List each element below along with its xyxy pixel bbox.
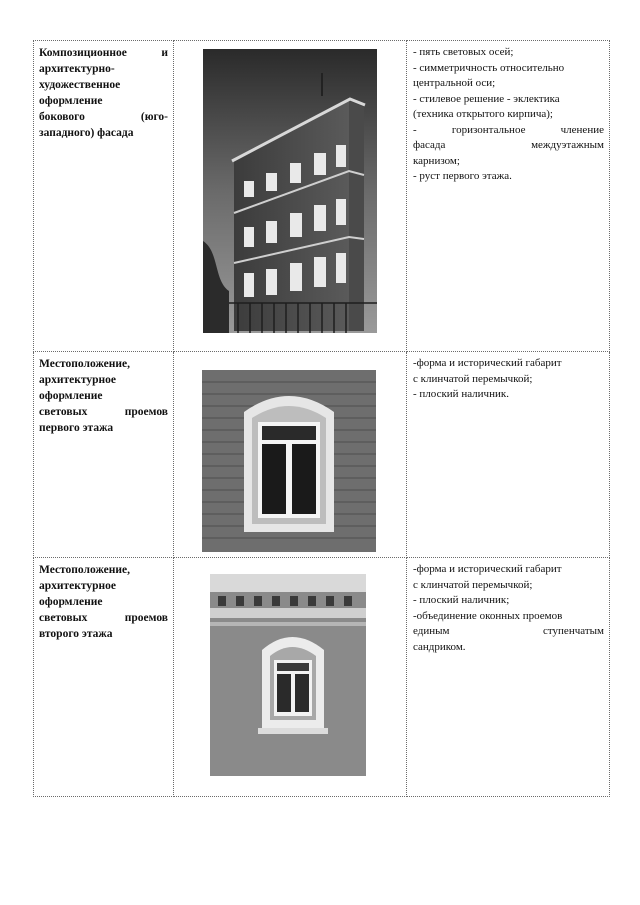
text-fragment: с клинчатой перемычкой; (413, 578, 533, 591)
properties-cell (407, 41, 610, 352)
property-line (413, 624, 604, 640)
label-line (39, 626, 168, 642)
text-fragment: - пять световых осей; (413, 46, 514, 58)
text-fragment: световых (39, 406, 88, 418)
second-floor-window-photo (174, 558, 406, 796)
text-fragment: второго этажа (39, 628, 113, 640)
text-fragment: архитектурное (39, 580, 117, 592)
text-fragment: фасада (413, 139, 446, 151)
text-fragment: (юго- (140, 111, 168, 123)
label-line (39, 594, 168, 610)
text-fragment: проемов (124, 612, 168, 624)
property-line (413, 61, 604, 77)
text-fragment: центральной оси; (413, 77, 496, 89)
text-fragment: бокового (39, 111, 85, 123)
label-line (39, 578, 168, 594)
row-properties (407, 558, 609, 655)
text-fragment: оформление (39, 596, 103, 608)
photo-cell (174, 352, 407, 558)
text-fragment: световых (39, 612, 88, 624)
label-line (39, 77, 168, 93)
property-line (413, 356, 604, 372)
text-fragment: -форма и исторический габарит (413, 357, 562, 369)
table-row (34, 41, 610, 352)
text-fragment: - (413, 123, 417, 136)
text-fragment: оформление (39, 390, 103, 402)
property-line (413, 640, 604, 656)
text-fragment: художественное (39, 79, 121, 91)
text-fragment: междуэтажным (531, 139, 604, 151)
text-fragment: западного) фасада (39, 127, 134, 139)
photo-cell (174, 558, 407, 797)
label-line (39, 93, 168, 109)
text-fragment: с клинчатой перемычкой; (413, 372, 533, 385)
property-line (413, 387, 604, 403)
photo-cell (174, 41, 407, 352)
text-fragment: архитектурно- (39, 63, 115, 75)
label-line (39, 356, 168, 372)
row-label (34, 558, 173, 642)
row-label (34, 41, 173, 141)
label-line (39, 404, 168, 420)
table-row (34, 558, 610, 797)
text-fragment: членение (560, 123, 604, 136)
text-fragment: ступенчатым (543, 625, 604, 637)
property-line (413, 123, 604, 139)
text-fragment: - плоский наличник; (413, 594, 510, 606)
text-fragment: горизонтальное (451, 123, 526, 136)
text-fragment: Местоположение, (39, 564, 130, 576)
property-line (413, 578, 604, 594)
text-fragment: и (161, 47, 168, 59)
text-fragment: единым (413, 625, 450, 637)
row-label-cell (34, 352, 174, 558)
text-fragment: оформление (39, 95, 103, 107)
label-line (39, 45, 168, 61)
text-fragment: Композиционное (39, 47, 127, 59)
row-properties (407, 352, 609, 403)
property-line (413, 154, 604, 170)
property-line (413, 169, 604, 185)
text-fragment: - плоский наличник. (413, 388, 509, 400)
property-line (413, 76, 604, 92)
text-fragment: -объединение оконных проемов (413, 609, 563, 622)
label-line (39, 61, 168, 77)
property-line (413, 92, 604, 108)
text-fragment: (техника открытого кирпича); (413, 108, 553, 120)
property-line (413, 562, 604, 578)
property-line (413, 45, 604, 61)
text-fragment: Местоположение, (39, 358, 130, 370)
label-line (39, 562, 168, 578)
text-fragment: архитектурное (39, 374, 117, 386)
facade-description-table (33, 40, 610, 797)
text-fragment: первого этажа (39, 422, 114, 434)
row-label (34, 352, 173, 436)
text-fragment: карнизом; (413, 154, 460, 167)
property-line (413, 372, 604, 388)
property-line (413, 593, 604, 609)
text-fragment: - стилевое решение - эклектика (413, 92, 560, 105)
label-line (39, 125, 168, 141)
label-line (39, 109, 168, 125)
property-line (413, 107, 604, 123)
property-line (413, 138, 604, 154)
label-line (39, 610, 168, 626)
text-fragment: сандриком. (413, 640, 466, 653)
label-line (39, 372, 168, 388)
row-label-cell (34, 41, 174, 352)
text-fragment: проемов (124, 406, 168, 418)
first-floor-window-photo (174, 352, 406, 557)
properties-cell (407, 558, 610, 797)
row-label-cell (34, 558, 174, 797)
building-facade-photo (174, 41, 406, 351)
text-fragment: - симметричность относительно (413, 61, 565, 74)
table-row (34, 352, 610, 558)
properties-cell (407, 352, 610, 558)
property-line (413, 609, 604, 625)
text-fragment: - руст первого этажа. (413, 170, 512, 182)
label-line (39, 388, 168, 404)
label-line (39, 420, 168, 436)
text-fragment: -форма и исторический габарит (413, 563, 562, 575)
row-properties (407, 41, 609, 185)
